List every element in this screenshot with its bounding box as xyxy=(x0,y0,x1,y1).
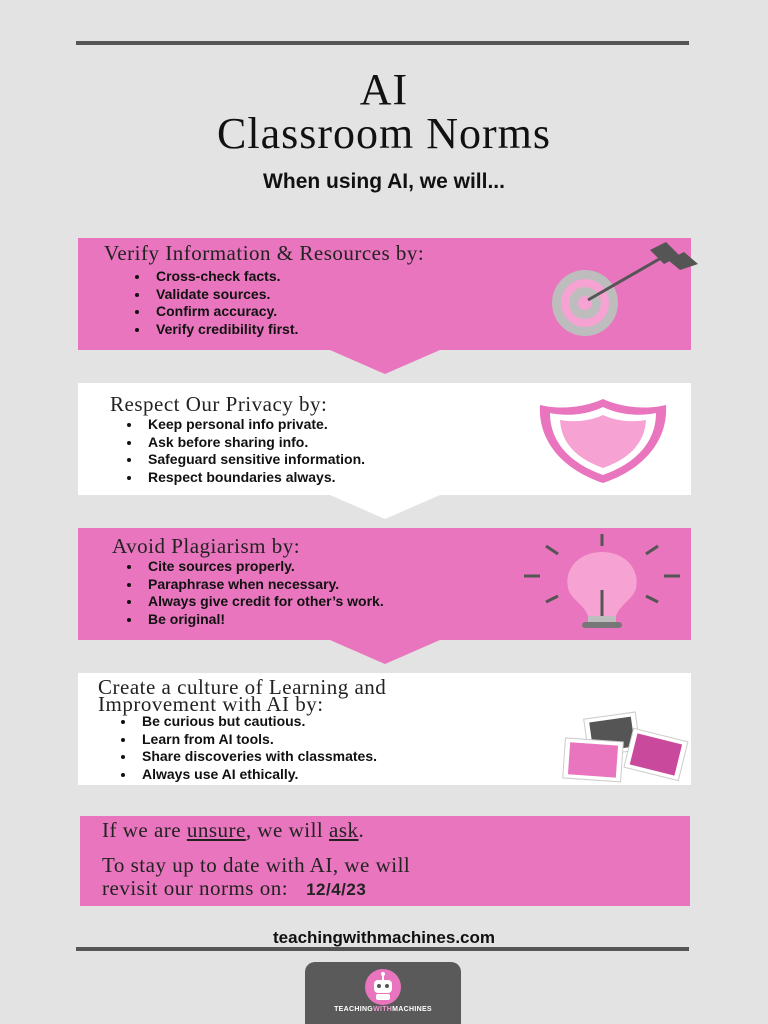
target-arrow-icon xyxy=(518,236,708,336)
down-arrow xyxy=(330,495,440,519)
page-title-line2: Classroom Norms xyxy=(217,109,551,158)
list-item: • Safeguard sensitive information. xyxy=(142,451,365,469)
unsure-post: . xyxy=(358,818,365,842)
list-item: • Always use AI ethically. xyxy=(136,766,377,784)
bullet-list xyxy=(136,268,298,338)
logo-text-part3: MACHINES xyxy=(392,1006,432,1013)
review-box xyxy=(80,816,690,906)
down-arrow xyxy=(330,640,440,664)
ask-word: ask xyxy=(329,818,359,842)
list-item: • Share discoveries with classmates. xyxy=(136,748,377,766)
bullet-list xyxy=(128,558,384,628)
list-item: • Confirm accuracy. xyxy=(150,303,298,321)
robot-icon xyxy=(361,968,405,1006)
revisit-date: 12/4/23 xyxy=(306,880,367,899)
list-item: • Validate sources. xyxy=(150,286,298,304)
unsure-mid: , we will xyxy=(245,818,330,842)
list-item: • Paraphrase when necessary. xyxy=(142,576,384,594)
unsure-line xyxy=(102,818,364,843)
bullet-list xyxy=(122,713,377,783)
logo-text-part1: TEACHING xyxy=(334,1006,374,1013)
section-title: Create a culture of Learning and xyxy=(98,675,387,699)
lightbulb-icon xyxy=(520,530,684,630)
logo-text xyxy=(305,1006,461,1013)
list-item: • Keep personal info private. xyxy=(142,416,365,434)
revisit-line1: To stay up to date with AI, we will xyxy=(102,853,411,877)
down-arrow xyxy=(330,350,440,374)
list-item: • Always give credit for other’s work. xyxy=(142,593,384,611)
shield-icon xyxy=(536,395,670,485)
list-item: • Cite sources properly. xyxy=(142,558,384,576)
section-title: Respect Our Privacy by: xyxy=(110,392,328,416)
website-link[interactable]: teachingwithmachines.com xyxy=(273,928,495,947)
list-item: • Be curious but cautious. xyxy=(136,713,377,731)
revisit-label: revisit our norms on: xyxy=(102,876,289,900)
list-item: • Cross-check facts. xyxy=(150,268,298,286)
bottom-divider xyxy=(76,947,689,951)
page-subtitle: When using AI, we will... xyxy=(263,170,505,193)
page-title-line1: AI xyxy=(359,65,409,114)
revisit-line2 xyxy=(102,876,366,901)
list-item: • Be original! xyxy=(142,611,384,629)
list-item: • Learn from AI tools. xyxy=(136,731,377,749)
top-divider xyxy=(76,41,689,45)
photos-icon xyxy=(558,710,690,784)
list-item: • Respect boundaries always. xyxy=(142,469,365,487)
list-item: • Verify credibility first. xyxy=(150,321,298,339)
section-title: Avoid Plagiarism by: xyxy=(112,534,301,558)
unsure-pre: If we are xyxy=(102,818,187,842)
section-title: Verify Information & Resources by: xyxy=(104,241,425,265)
bullet-list xyxy=(128,416,365,486)
logo-text-part2: WITH xyxy=(373,1006,393,1013)
unsure-word: unsure xyxy=(186,818,246,842)
list-item: • Ask before sharing info. xyxy=(142,434,365,452)
section-title: Improvement with AI by: xyxy=(98,692,324,716)
logo xyxy=(305,962,461,1024)
